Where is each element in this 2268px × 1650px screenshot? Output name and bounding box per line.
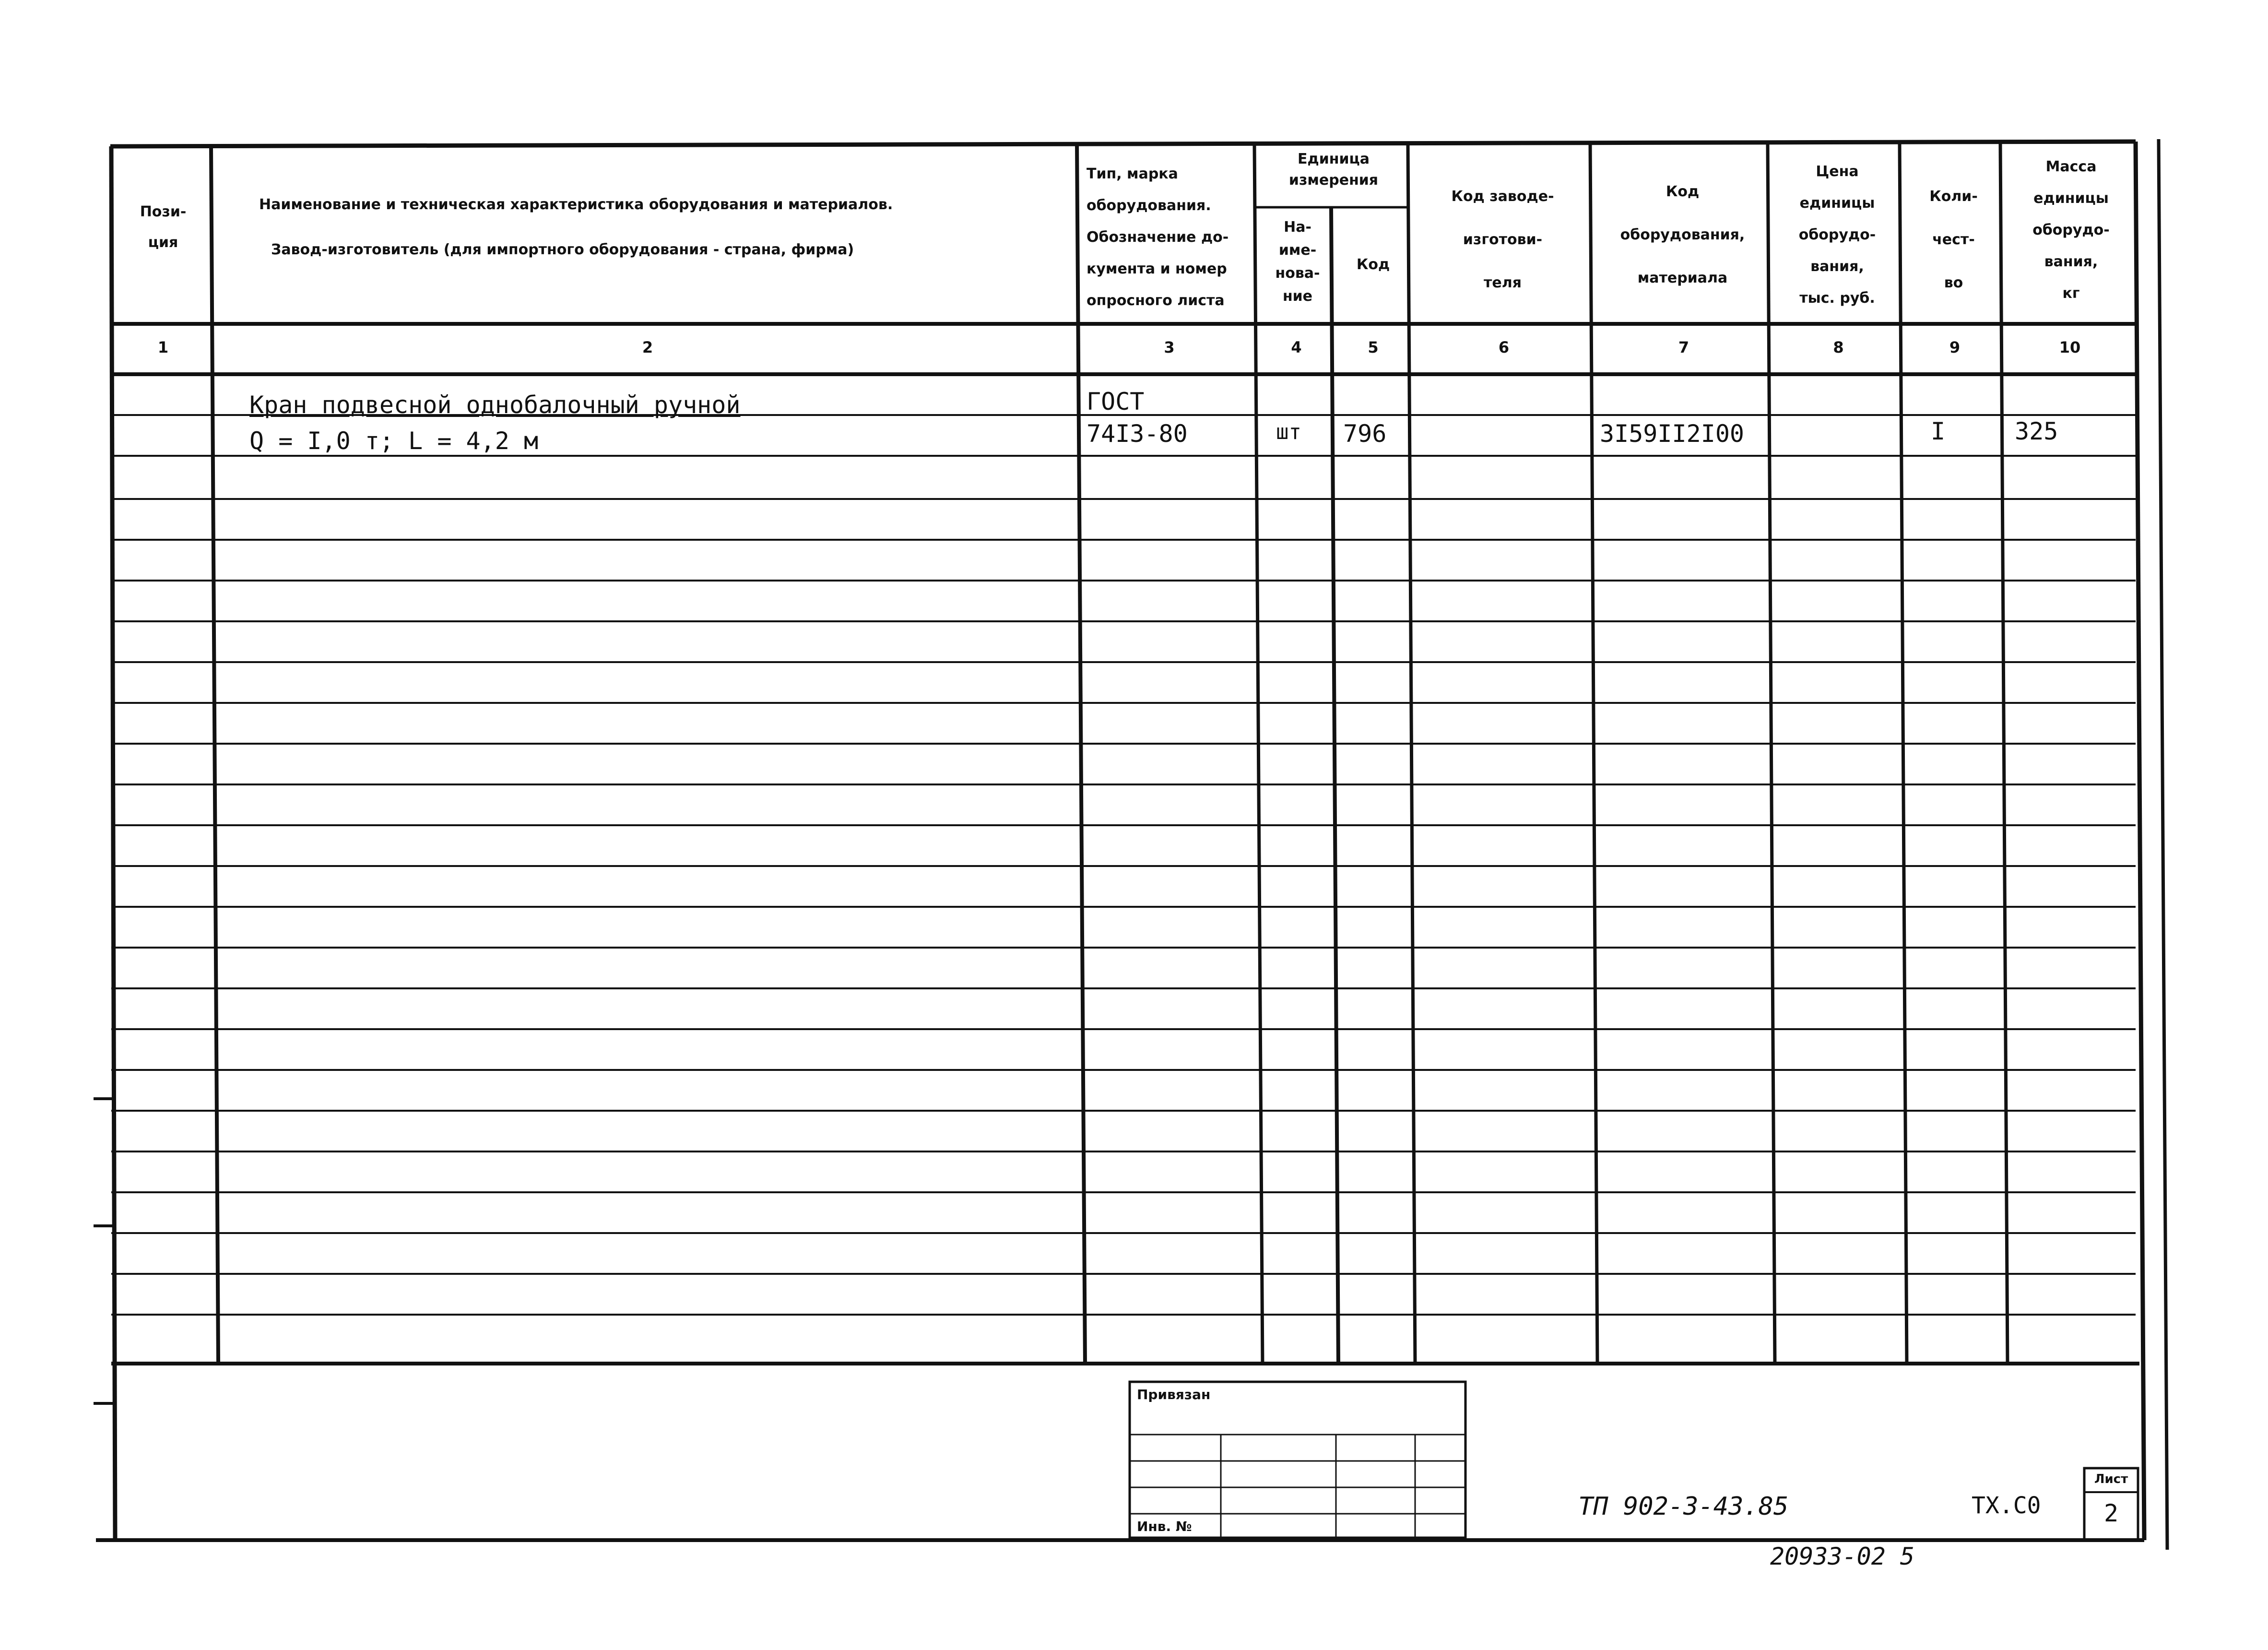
header-col6-line: Код заводе- [1451,188,1554,205]
item-mass: 325 [2015,417,2058,445]
header-col10-line: оборудо- [2032,222,2110,238]
header-col1-line: Пози- [140,203,187,220]
header-col3-line: кумента и номер [1087,261,1227,277]
header-col9-line: во [1944,274,1963,291]
stamp-attached-label: Привязан [1137,1387,1211,1402]
column-number: 9 [1949,338,1961,356]
header-col4 [1264,216,1331,308]
header-col4-line: име- [1278,242,1317,259]
sheet-number: 2 [2103,1499,2119,1527]
header-col3-line: Тип, марка [1087,166,1178,182]
header-col8-line: оборудо- [1798,226,1876,243]
header-col9-line: Коли- [1929,188,1978,205]
header-col10-line: Масса [2045,158,2097,175]
header-col6-line: теля [1484,274,1522,291]
header-col4-line: На- [1284,219,1311,236]
header-col3-line: опросного листа [1087,292,1225,309]
header-col7-line: оборудования, [1620,226,1745,243]
header-col3-line: Обозначение до- [1087,229,1229,246]
header-col10-line: вания, [2044,253,2098,270]
column-number: 6 [1498,338,1510,356]
header-col8-line: тыс. руб. [1799,290,1875,307]
doc-code: ТП 902-3-43.85 [1578,1492,1789,1521]
item-doc-line1: ГОСТ [1087,388,1145,415]
column-number: 8 [1833,338,1844,356]
header-col10-line: кг [2062,285,2080,302]
header-col1 [115,197,211,258]
header-col5: Код [1356,256,1390,273]
header-col4-line: ние [1282,288,1313,305]
header-unit-group-line: Единица [1298,151,1370,167]
column-number: 10 [2059,338,2081,356]
header-col8-line: вания, [1810,258,1864,275]
header-col10 [2008,151,2135,309]
item-quantity: I [1931,417,1946,445]
header-unit-group [1262,149,1406,191]
header-col2-line: Завод-изготовитель (для импортного оборудования - страна, фирма) [271,241,854,258]
item-name-line2: Q = I,0 т; L = 4,2 м [249,427,539,455]
header-col1-line: ция [148,234,178,251]
header-col4-line: нова- [1275,265,1320,282]
header-col8-line: единицы [1799,195,1875,212]
item-name-line1: Кран подвесной однобалочный ручной [249,391,741,419]
column-number: 5 [1368,338,1379,356]
header-col6 [1415,175,1590,305]
header-col7-line: Код [1666,183,1700,200]
stamp-inv-label: Инв. № [1137,1519,1192,1534]
header-col10-line: единицы [2033,190,2109,207]
header-col2-line: Наименование и техническая характеристика оборудования и материалов. [259,196,893,213]
item-doc-line2: 74I3-80 [1087,420,1188,448]
header-col8 [1775,156,1900,314]
column-number: 4 [1291,338,1302,356]
header-col9 [1907,175,2000,305]
header-unit-group-line: измерения [1288,172,1379,189]
doc-mark: ТХ.С0 [1972,1492,2041,1519]
header-col7-line: материала [1637,270,1728,286]
header-col3 [1087,158,1250,317]
column-number: 1 [157,338,169,356]
header-col8-line: Цена [1816,163,1859,180]
column-number: 2 [642,338,653,356]
header-col2 [259,190,1051,265]
column-number: 3 [1164,338,1175,356]
archive-number: 20933-02 5 [1770,1543,1915,1570]
header-col7 [1597,170,1768,300]
column-number: 7 [1678,338,1689,356]
item-unit-name: шт [1276,420,1301,444]
item-unit-code: 796 [1343,420,1387,448]
header-col9-line: чест- [1932,231,1975,248]
header-col3-line: оборудования. [1087,197,1211,214]
sheet-label: Лист [2094,1472,2128,1486]
item-equipment-code: 3I59II2I00 [1600,420,1745,448]
header-col6-line: изготови- [1463,231,1543,248]
